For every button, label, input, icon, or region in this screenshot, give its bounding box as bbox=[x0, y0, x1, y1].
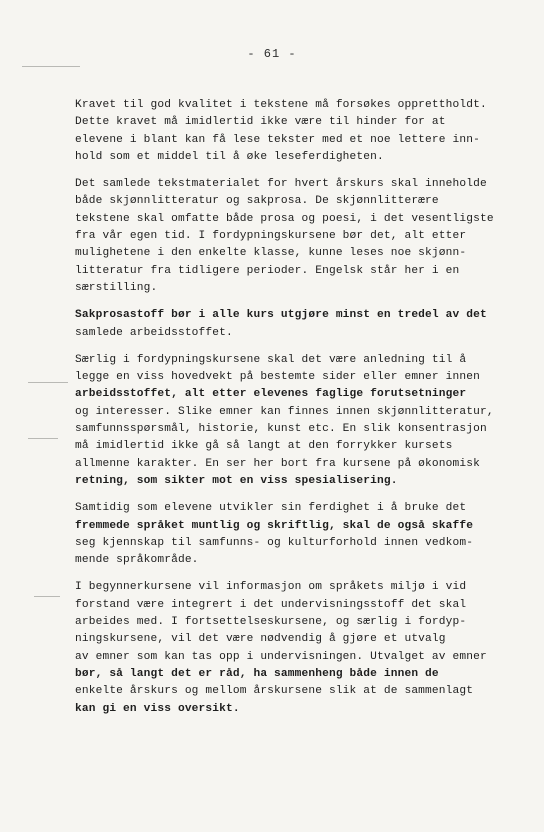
paragraph-quality-requirement bbox=[75, 97, 515, 166]
text-line: forstand være integrert i det undervisningsstoff det skal bbox=[75, 598, 467, 611]
page-body bbox=[75, 97, 515, 728]
text-line: samfunnsspørsmål, historie, kunst etc. En slik konsentrasjon bbox=[75, 423, 487, 436]
text-line: fra vår egen tid. I fordypningskursene bør det, alt etter bbox=[75, 230, 467, 243]
text-line: kan gi en viss oversikt. bbox=[75, 702, 240, 715]
text-line: arbeides med. I fortsettelseskursene, og særlig i fordyp- bbox=[75, 616, 467, 629]
paragraph-text-material bbox=[75, 176, 515, 297]
text-line: Det samlede tekstmaterialet for hvert årskurs skal inneholde bbox=[75, 178, 487, 191]
text-line: fremmede språket muntlig og skriftlig, skal de også skaffe bbox=[75, 519, 474, 532]
text-line: Dette kravet må imidlertid ikke være til hinder for at bbox=[75, 116, 446, 129]
text-line: tekstene skal omfatte både prosa og poesi, i det vesentligste bbox=[75, 212, 494, 225]
margin-rule-left-3 bbox=[34, 596, 60, 597]
text-line: allmenne karakter. En ser her bort fra kursene på økonomisk bbox=[75, 457, 480, 470]
paragraph-nonfiction bbox=[75, 307, 515, 342]
text-line: mende språkområde. bbox=[75, 554, 199, 567]
text-line: samlede arbeidsstoffet. bbox=[75, 326, 233, 339]
text-line: ningskursene, vil det være nødvendig å gjøre et utvalg bbox=[75, 633, 446, 646]
page-number: - 61 - bbox=[247, 47, 297, 61]
text-line: legge en viss hovedvekt på bestemte sider eller emner innen bbox=[75, 371, 480, 384]
text-line: I begynnerkursene vil informasjon om språkets miljø i vid bbox=[75, 581, 467, 594]
text-line: Kravet til god kvalitet i tekstene må forsøkes opprettholdt. bbox=[75, 99, 487, 111]
text-line: særstilling. bbox=[75, 281, 158, 294]
text-line: Samtidig som elevene utvikler sin ferdighet i å bruke det bbox=[75, 502, 467, 515]
text-line: litteratur fra tidligere perioder. Engelsk står her i en bbox=[75, 264, 460, 277]
paragraph-beginner-courses bbox=[75, 579, 515, 717]
text-line: både skjønnlitteratur og sakprosa. De skjønnlitterære bbox=[75, 195, 439, 208]
text-line: retning, som sikter mot en viss spesialisering. bbox=[75, 474, 398, 487]
text-line: hold som et middel til å øke leseferdigheten. bbox=[75, 150, 384, 163]
text-line: av emner som kan tas opp i undervisningen. Utvalget av emner bbox=[75, 650, 487, 663]
text-line: Sakprosastoff bør i alle kurs utgjøre minst en tredel av det bbox=[75, 309, 487, 322]
text-line: enkelte årskurs og mellom årskursene slik at de sammenlagt bbox=[75, 685, 474, 698]
margin-rule-left-1 bbox=[28, 382, 68, 383]
margin-rule-left-2 bbox=[28, 438, 58, 439]
margin-rule-top bbox=[22, 66, 80, 67]
text-line: må imidlertid ikke gå så langt at den forrykker kursets bbox=[75, 440, 453, 453]
text-line: arbeidsstoffet, alt etter elevenes faglige forutsetninger bbox=[75, 388, 467, 401]
paragraph-specialization bbox=[75, 352, 515, 490]
text-line: elevene i blant kan få lese tekster med et noe lettere inn- bbox=[75, 133, 480, 146]
paragraph-culture bbox=[75, 500, 515, 569]
text-line: bør, så langt det er råd, ha sammenheng både innen de bbox=[75, 667, 439, 680]
text-line: seg kjennskap til samfunns- og kulturforhold innen vedkom- bbox=[75, 536, 474, 549]
text-line: og interesser. Slike emner kan finnes innen skjønnlitteratur, bbox=[75, 405, 494, 418]
text-line: mulighetene i den enkelte klasse, kunne leses noe skjønn- bbox=[75, 247, 467, 260]
text-line: Særlig i fordypningskursene skal det være anledning til å bbox=[75, 353, 467, 366]
